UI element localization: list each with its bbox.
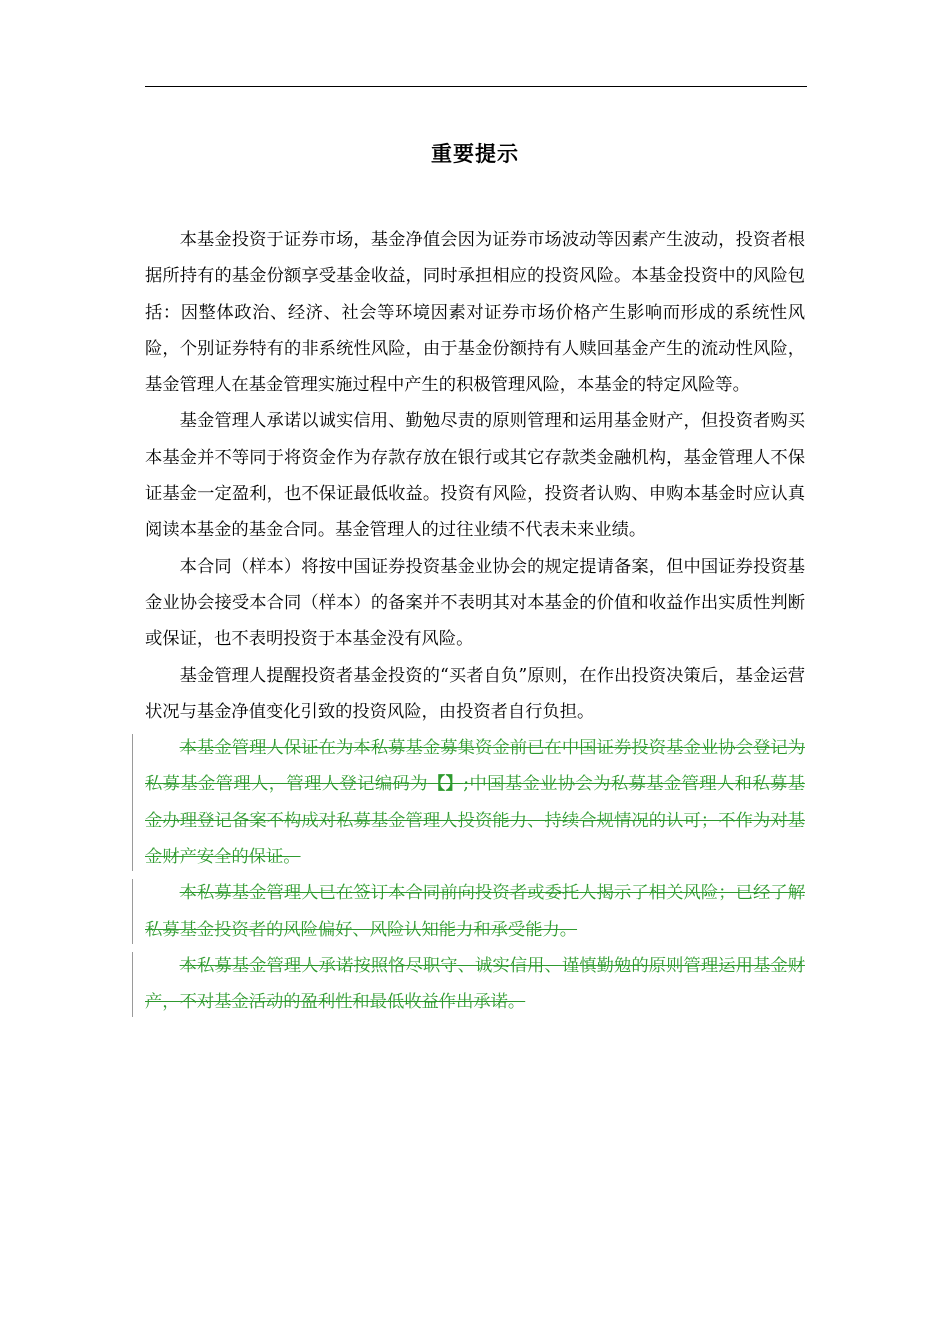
deleted-text: 本基金管理人保证在为本私募基金募集资金前已在中国证券投资基金业协会登记为私募基金管理人，管理人登记编码为 xyxy=(145,738,805,795)
change-bar xyxy=(132,952,133,1017)
document-body xyxy=(145,222,805,1021)
deleted-text: 本私募基金管理人承诺按照恪尽职守、诚实信用、谨慎勤勉的原则管理运用基金财产，不对基金活动的盈利性和最低收益作出承诺。 xyxy=(145,955,805,1013)
deleted-paragraph-diligence-commitment xyxy=(145,948,805,1021)
paragraph-buyer-beware: 基金管理人提醒投资者基金投资的“买者自负”原则，在作出投资决策后，基金运营状况与基金净值变化引致的投资风险，由投资者自行负担。 xyxy=(145,665,805,722)
paragraph-filing-notice: 本合同（样本）将按中国证券投资基金业协会的规定提请备案，但中国证券投资基金业协会接受本合同（样本）的备案并不表明其对本基金的价值和收益作出实质性判断或保证，也不表明投资于本基金没有风险。 xyxy=(145,556,805,650)
deleted-paragraph-risk-disclosure xyxy=(145,875,805,948)
header-rule xyxy=(145,86,807,87)
change-bar xyxy=(132,734,133,871)
deleted-text: ;中国基金业协会为私募基金管理人和私募基金办理登记备案不构成对私募基金管理人投资能力、持续合规情况的认可；不作为对基金财产安全的保证。 xyxy=(145,774,805,868)
change-bar xyxy=(132,879,133,944)
deleted-paragraph-registration xyxy=(145,730,805,875)
page-title: 重要提示 xyxy=(431,142,519,166)
registration-code-placeholder: 【】 xyxy=(427,774,464,795)
paragraph-manager-commitment: 基金管理人承诺以诚实信用、勤勉尽责的原则管理和运用基金财产，但投资者购买本基金并不等同于将资金作为存款存放在银行或其它存款类金融机构，基金管理人不保证基金一定盈利，也不保证最低收益。投资有风险，投资者认购、申购本基金时应认真阅读本基金的基金合同。基金管理人的过往业绩不代表未来业绩。 xyxy=(145,411,805,541)
paragraph-risk-overview: 本基金投资于证券市场，基金净值会因为证券市场波动等因素产生波动，投资者根据所持有的基金份额享受基金收益，同时承担相应的投资风险。本基金投资中的风险包括：因整体政治、经济、社会等环境因素对证券市场价格产生影响而形成的系统性风险，个别证券特有的非系统性风险，由于基金份额持有人赎回基金产生的流动性风险，基金管理人在基金管理实施过程中产生的积极管理风险，本基金的特定风险等。 xyxy=(145,230,805,396)
deleted-text: 本私募基金管理人已在签订本合同前向投资者或委托人揭示了相关风险；已经了解私募基金投资者的风险偏好、风险认知能力和承受能力。 xyxy=(145,883,805,940)
